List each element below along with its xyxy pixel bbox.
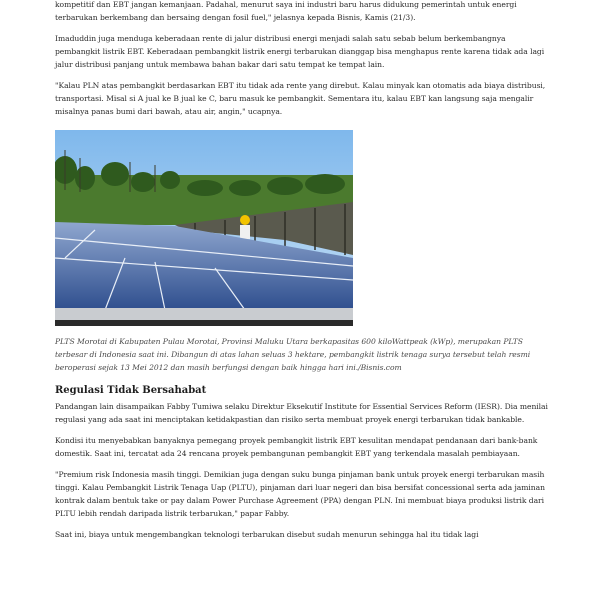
paragraph: Kondisi itu menyebabkan banyaknya pemegang proyek pembangkit listrik EBT kesulitan mendapat pendanaan dari bank-bank domestik. Saat ini, tercatat ada 24 rencana proyek pembangunan pembangkit EBT yang terkendala masalah pembiayaan. [55,436,538,458]
paragraph: Imaduddin juga menduga keberadaan rente di jalur distribusi energi menjadi salah satu sebab belum berkembangnya pembangkit listrik EBT. Keberadaan pembangkit listrik energi terbarukan dianggap bisa menghapus rente karena tidak ada lagi jalur distribusi panjang untuk membawa bahan bakar dari satu tempat ke tempat lain. [55,34,545,69]
solar-farm-illustration [55,130,353,326]
paragraph: "Kalau PLN atas pembangkit berdasarkan EBT itu tidak ada rente yang direbut. Kalau minyak kan otomatis ada biaya distribusi, transportasi. Misal si A jual ke B jual ke C, baru masuk ke pembangkit. Sementara itu, kalau EBT kan langsung saja mengalir misalnya panas bumi dari bawah, atau air, angin," ucapnya. [55,81,546,116]
figure-caption: PLTS Morotai di Kabupaten Pulau Morotai, Provinsi Maluku Utara berkapasitas 600 kiloWattpeak (kWp), merupakan PLTS terbesar di Indonesia saat ini. Dibangun di atas lahan seluas 3 hektare, pembangkit listrik tenaga surya tersebut telah resmi beroperasi sejak 13 Mei 2012 dan masih berfungsi dengan baik hingga hari ini./Bisnis.com [55,337,531,372]
solar-panel-photo [55,130,353,326]
paragraph: Saat ini, biaya untuk mengembangkan teknologi terbarukan disebut sudah menurun sehingga hal itu tidak lagi [55,530,479,539]
paragraph: Pandangan lain disampaikan Fabby Tumiwa selaku Direktur Eksekutif Institute for Essential Services Reform (IESR). Dia menilai regulasi yang ada saat ini menciptakan ketidakpastian dan risiko serta membuat proyek energi terbarukan tidak bankable. [55,402,548,424]
section-heading: Regulasi Tidak Bersahabat [55,385,207,396]
article-body [55,0,550,541]
paragraph: kompetitif dan EBT jangan kemanjaan. Padahal, menurut saya ini industri baru harus didukung pemerintah untuk energi terbarukan berkembang dan bersaing dengan fosil fuel," jelasnya kepada Bisnis, Kamis (21/3). [55,0,517,22]
paragraph: "Premium risk Indonesia masih tinggi. Demikian juga dengan suku bunga pinjaman bank untuk proyek energi terbarukan masih tinggi. Kalau Pembangkit Listrik Tenaga Uap (PLTU), pinjaman dari luar negeri dan bisa bersifat concessional serta ada jaminan kontrak dalam bentuk take or pay dalam Power Purchase Agreement (PPA) dengan PLN. Ini membuat biaya produksi listrik dari PLTU lebih rendah daripada listrik terbarukan," papar Fabby. [55,470,545,518]
